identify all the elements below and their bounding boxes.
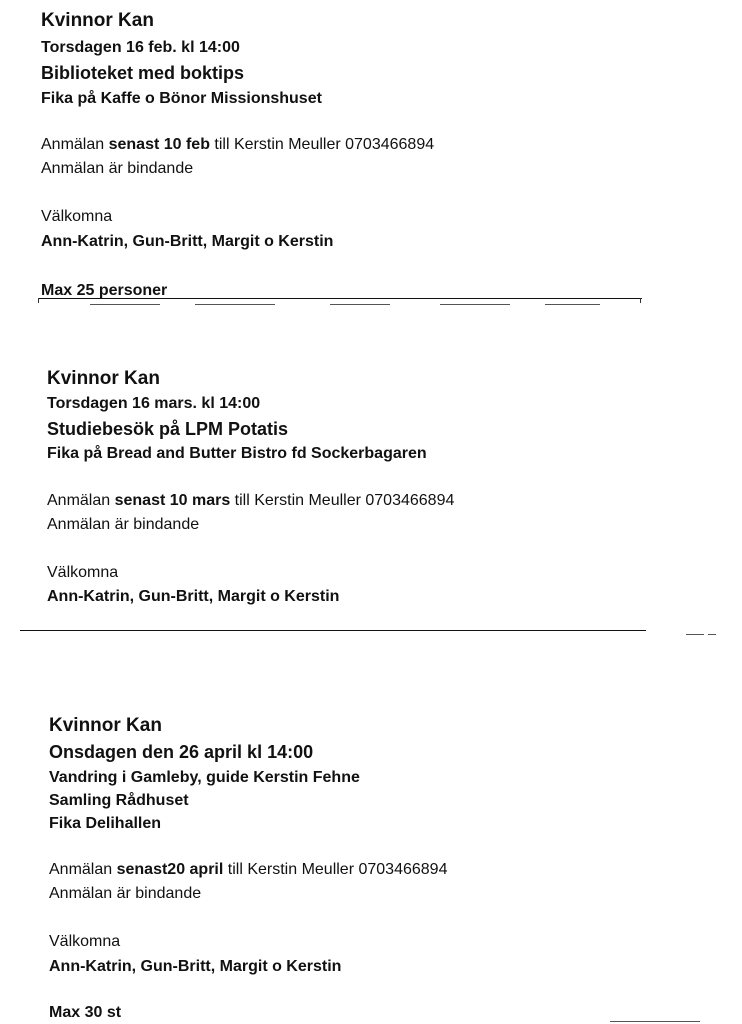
event-3-max: Max 30 st xyxy=(49,1004,122,1021)
event-3-fika: Fika Delihallen xyxy=(49,815,162,832)
divider-tick xyxy=(640,298,641,303)
signup-deadline: senast 10 mars xyxy=(114,492,231,509)
event-2-hosts: Ann-Katrin, Gun-Britt, Margit o Kerstin xyxy=(47,588,340,605)
scan-artifact xyxy=(90,304,160,305)
event-3-heading: Kvinnor Kan xyxy=(49,715,162,736)
signup-contact: till Kerstin Meuller 0703466894 xyxy=(230,492,455,509)
event-3-signup xyxy=(49,862,447,878)
event-1-welcome: Välkomna xyxy=(41,208,113,225)
event-1-binding-note: Anmälan är bindande xyxy=(41,160,194,177)
event-2-heading: Kvinnor Kan xyxy=(47,368,160,389)
signup-contact: till Kerstin Meuller 0703466894 xyxy=(209,136,435,153)
event-1-activity: Biblioteket med boktips xyxy=(41,63,245,83)
signup-prefix: Anmälan xyxy=(41,136,109,153)
signup-deadline: senast20 april xyxy=(116,861,224,878)
scan-artifact xyxy=(195,304,275,305)
signup-deadline: senast 10 feb xyxy=(108,136,210,153)
divider-tick xyxy=(38,298,39,303)
event-2-welcome: Välkomna xyxy=(47,564,119,581)
event-2-fika: Fika på Bread and Butter Bistro fd Sockerbagaren xyxy=(47,445,427,462)
section-divider xyxy=(38,298,642,299)
signup-contact: till Kerstin Meuller 0703466894 xyxy=(223,861,448,878)
scan-artifact xyxy=(610,1021,700,1022)
event-1-heading: Kvinnor Kan xyxy=(41,10,154,31)
event-2-binding-note: Anmälan är bindande xyxy=(47,516,200,533)
event-1-max: Max 25 personer xyxy=(41,282,168,299)
scan-artifact xyxy=(545,304,600,305)
event-3-date: Onsdagen den 26 april kl 14:00 xyxy=(49,742,314,762)
event-3-welcome: Välkomna xyxy=(49,933,121,950)
scan-artifact xyxy=(330,304,390,305)
section-divider xyxy=(20,630,646,631)
event-2-signup xyxy=(47,493,454,509)
event-3-walk: Vandring i Gamleby, guide Kerstin Fehne xyxy=(49,769,360,786)
event-1-date: Torsdagen 16 feb. kl 14:00 xyxy=(41,39,240,56)
event-2-activity: Studiebesök på LPM Potatis xyxy=(47,419,289,439)
scan-artifact xyxy=(440,304,510,305)
event-3-hosts: Ann-Katrin, Gun-Britt, Margit o Kerstin xyxy=(49,958,342,975)
event-2-date: Torsdagen 16 mars. kl 14:00 xyxy=(47,395,261,412)
signup-prefix: Anmälan xyxy=(49,861,117,878)
signup-prefix: Anmälan xyxy=(47,492,115,509)
event-3-binding-note: Anmälan är bindande xyxy=(49,885,202,902)
scan-artifact xyxy=(708,634,716,635)
event-1-signup xyxy=(41,137,434,153)
event-1-fika: Fika på Kaffe o Bönor Missionshuset xyxy=(41,90,322,107)
event-3-meeting-point: Samling Rådhuset xyxy=(49,792,189,809)
event-1-hosts: Ann-Katrin, Gun-Britt, Margit o Kerstin xyxy=(41,233,334,250)
scan-artifact xyxy=(686,634,704,635)
